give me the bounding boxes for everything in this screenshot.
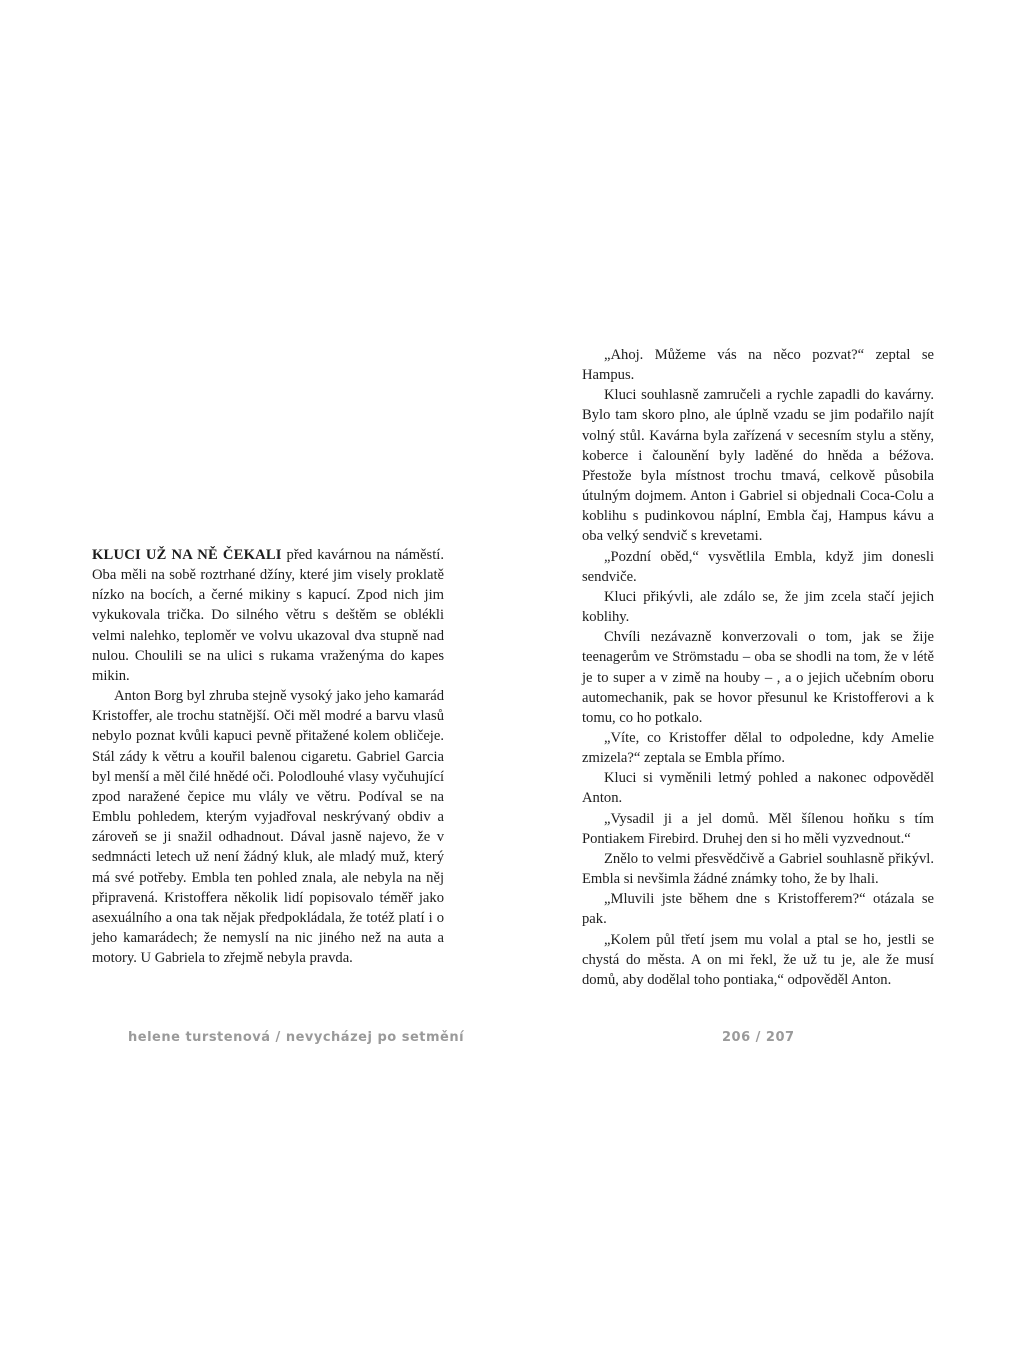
running-footer-author-title: helene turstenová / nevycházej po setmění [128, 1030, 465, 1045]
paragraph: Chvíli nezávazně konverzovali o tom, jak se žije teenagerům ve Strömstadu – oba se shodli na tom, že v létě je to super a v zimě na houby – , a o jejich učebním oboru automechanik, pak se hovor přesunul ke Kristofferovi a k tomu, co ho potkalo. [582, 629, 934, 726]
chapter-lead-caps: KLUCI UŽ NA NĚ ČEKALI [92, 547, 282, 563]
paragraph: „Víte, co Kristoffer dělal to odpoledne, kdy Amelie zmizela?“ zeptala se Embla přímo. [582, 729, 934, 767]
paragraph: „Kolem půl třetí jsem mu volal a ptal se ho, jestli se chystá do města. A on mi řekl, že už tu je, ale že musí domů, aby dodělal toho pontiaka,“ odpověděl Anton. [582, 931, 934, 988]
paragraph-2: Anton Borg byl zhruba stejně vysoký jako jeho kamarád Kristoffer, ale trochu statnější. Oči měl modré a barvu vlasů nebylo poznat kvůli kapuci pevně přitažené kolem obličeje. Stál zády k větru a kouřil balenou cigaretu. Gabriel Garcia byl menší a měl čilé hnědé oči. Polodlouhé vlasy vyčuhující zpod naražené čepice mu vlály ve větru. Podíval se na Emblu pohledem, kterým vyjadřoval neskrývaný obdiv a zároveň se ji snažil odhadnout. Dával jasně najevo, že v sedmnácti letech už není žádný kluk, ale mladý muž, který má své potřeby. Embla ten pohled znala, ale nebyla na něj připravená. Kristoffera několik lidí popisovalo téměř jako asexuálního a ona tak nějak předpokládala, že totéž platí i o jeho kamarádech; že nemyslí na nic jiného než na auta a motory. U Gabriela to zřejmě nebyla pravda. [92, 688, 444, 967]
page-numbers: 206 / 207 [722, 1030, 795, 1045]
paragraph: Kluci přikývli, ale zdálo se, že jim zcela stačí jejich koblihy. [582, 588, 934, 626]
paragraph-1 [92, 545, 444, 686]
paragraph: „Vysadil ji a jel domů. Měl šílenou hoňku s tím Pontiakem Firebird. Druhej den si ho měli vyzvednout.“ [582, 810, 934, 847]
left-page-text [92, 545, 444, 968]
paragraph: „Pozdní oběd,“ vysvětlila Embla, když jim donesli sendviče. [582, 548, 934, 585]
paragraph: „Ahoj. Můžeme vás na něco pozvat?“ zeptal se Hampus. [582, 347, 934, 384]
right-page-text [582, 345, 934, 990]
paragraph: „Mluvili jste během dne s Kristofferem?“ otázala se pak. [582, 891, 934, 928]
paragraph: Kluci souhlasně zamručeli a rychle zapadli do kavárny. Bylo tam skoro plno, ale úplně vzadu se jim podařilo najít volný stůl. Kavárna byla zařízená v secesním stylu a stěny, koberce i čalounění byly laděné do hněda a béžova. Přestože byla místnost trochu tmavá, celkově působila útulným dojmem. Anton i Gabriel si objednali Coca-Colu a koblihu s pudinkovou náplní, Embla čaj, Hampus kávu a oba velký sendvič s krevetami. [582, 387, 934, 545]
paragraph-1-text: před kavárnou na náměstí. Oba měli na sobě roztrhané džíny, které jim visely proklatě nízko na bocích, a černé mikiny s kapucí. Zpod nich jim vykukovala trička. Do silného větru s deštěm se oblékli velmi nalehko, teploměr ve volvu ukazoval dva stupně nad nulou. Choulili se na ulici s rukama vraženýma do kapes mikin. [92, 547, 444, 684]
paragraph: Kluci si vyměnili letmý pohled a nakonec odpověděl Anton. [582, 770, 934, 807]
paragraph: Znělo to velmi přesvědčivě a Gabriel souhlasně přikývl. Embla si nevšimla žádné známky toho, že by lhali. [582, 850, 934, 888]
